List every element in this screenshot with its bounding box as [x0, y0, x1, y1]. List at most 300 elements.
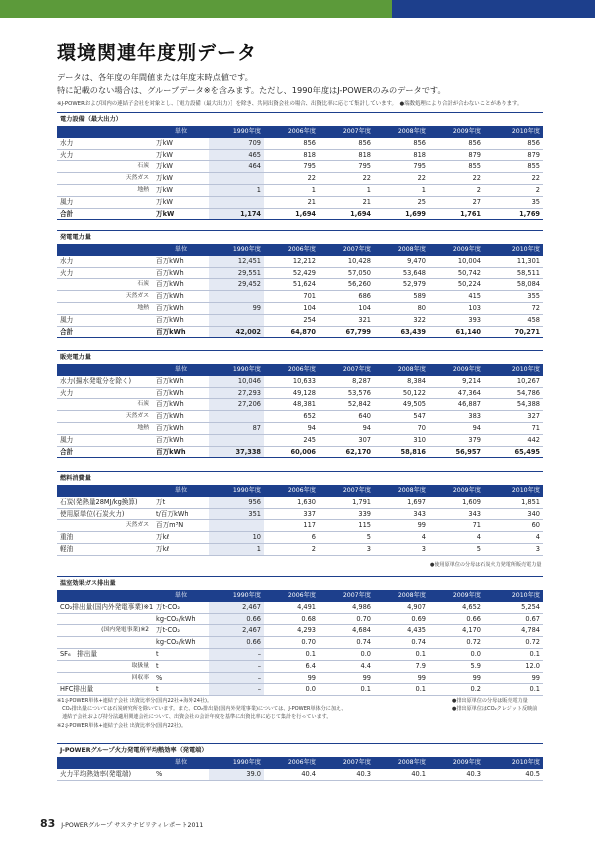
value-cell: 58,511: [484, 267, 543, 279]
table-row: [57, 520, 543, 532]
header-color-bar: [0, 0, 595, 18]
value-cell: 40.3: [319, 769, 374, 780]
value-cell: 0.0: [429, 648, 484, 660]
value-cell: 4,293: [264, 625, 319, 637]
value-cell: 94: [429, 422, 484, 434]
value-cell: 50,742: [429, 267, 484, 279]
value-cell: 0.2: [429, 684, 484, 696]
section-sales: [57, 350, 543, 458]
value-cell: 10: [209, 532, 264, 544]
row-unit: %: [153, 672, 209, 684]
table-row: [57, 279, 543, 291]
value-cell: 2,467: [209, 602, 264, 613]
value-cell: 29,452: [209, 279, 264, 291]
value-cell: 62,170: [319, 446, 374, 458]
value-cell: –: [209, 660, 264, 672]
value-cell: 27,206: [209, 399, 264, 411]
page-footer: [40, 817, 203, 830]
row-label: 使用原単位(石炭火力): [57, 508, 153, 520]
value-cell: 1,174: [209, 208, 264, 220]
value-cell: 0.74: [319, 637, 374, 649]
table-row: [57, 387, 543, 399]
table-row: [57, 543, 543, 555]
row-unit: 万kℓ: [153, 543, 209, 555]
value-cell: 4,652: [429, 602, 484, 613]
header-cell-unit: 単位: [153, 127, 209, 138]
value-cell: 0.1: [374, 684, 429, 696]
value-cell: 1,791: [319, 497, 374, 508]
value-cell: 795: [374, 161, 429, 173]
value-cell: 22: [264, 173, 319, 185]
value-cell: 72: [484, 302, 543, 314]
data-table: [57, 127, 543, 220]
value-cell: –: [209, 684, 264, 696]
value-cell: 5.9: [429, 660, 484, 672]
value-cell: [209, 520, 264, 532]
value-cell: 856: [319, 138, 374, 149]
table-row: [57, 161, 543, 173]
value-cell: 22: [319, 173, 374, 185]
row-label: 水力: [57, 138, 153, 149]
row-unit: 万t-CO₂: [153, 602, 209, 613]
header-cell-blank: [57, 127, 153, 138]
value-cell: 856: [484, 138, 543, 149]
value-cell: 40.5: [484, 769, 543, 780]
row-label: 石炭: [57, 399, 153, 411]
header-cell-year: 2007年度: [319, 365, 374, 376]
value-cell: 8,287: [319, 376, 374, 387]
table-row: [57, 376, 543, 387]
intro-text: [57, 71, 446, 96]
row-unit: 万t-CO₂: [153, 625, 209, 637]
value-cell: 94: [264, 422, 319, 434]
value-cell: 4: [484, 532, 543, 544]
value-cell: 1,609: [429, 497, 484, 508]
value-cell: 21: [264, 196, 319, 208]
section-title: 販売電力量: [57, 350, 543, 365]
value-cell: 1,761: [429, 208, 484, 220]
table-row: [57, 637, 543, 649]
row-unit: 百万kWh: [153, 267, 209, 279]
row-label: SF₆ 排出量: [57, 648, 153, 660]
value-cell: 1,697: [374, 497, 429, 508]
value-cell: 0.66: [429, 613, 484, 625]
value-cell: 7.9: [374, 660, 429, 672]
value-cell: 686: [319, 291, 374, 303]
header-cell-year: 2006年度: [264, 486, 319, 497]
table-header-row: [57, 591, 543, 602]
value-cell: 795: [319, 161, 374, 173]
value-cell: 0.74: [374, 637, 429, 649]
value-cell: 60,006: [264, 446, 319, 458]
row-unit: 百万kWh: [153, 422, 209, 434]
section-fuel: [57, 471, 543, 556]
value-cell: 12,451: [209, 256, 264, 267]
value-cell: 10,428: [319, 256, 374, 267]
table-row: [57, 326, 543, 338]
header-cell-year: 2010年度: [484, 365, 543, 376]
data-table: [57, 758, 543, 781]
value-cell: 52,979: [374, 279, 429, 291]
table-row: [57, 256, 543, 267]
row-label: 地熱: [57, 184, 153, 196]
value-cell: 80: [374, 302, 429, 314]
row-unit: t/百万kWh: [153, 508, 209, 520]
value-cell: 0.0: [264, 684, 319, 696]
value-cell: 64,870: [264, 326, 319, 338]
section-capacity: [57, 112, 543, 220]
value-cell: 339: [319, 508, 374, 520]
header-cell-year: 1990年度: [209, 365, 264, 376]
value-cell: 52,842: [319, 399, 374, 411]
value-cell: 2: [429, 184, 484, 196]
value-cell: 855: [484, 161, 543, 173]
header-cell-unit: 単位: [153, 486, 209, 497]
table-row: [57, 267, 543, 279]
row-label: 水力(揚水発電分を除く): [57, 376, 153, 387]
value-cell: 54,786: [484, 387, 543, 399]
value-cell: 383: [429, 411, 484, 423]
value-cell: 879: [484, 149, 543, 161]
value-cell: 9,214: [429, 376, 484, 387]
data-table: [57, 486, 543, 556]
row-unit: 百万kWh: [153, 399, 209, 411]
value-cell: 56,957: [429, 446, 484, 458]
table-row: [57, 613, 543, 625]
header-cell-year: 2006年度: [264, 591, 319, 602]
value-cell: 4: [374, 532, 429, 544]
value-cell: 701: [264, 291, 319, 303]
row-unit: 万kW: [153, 149, 209, 161]
row-unit: 万kW: [153, 196, 209, 208]
row-unit: 百万kWh: [153, 256, 209, 267]
value-cell: 35: [484, 196, 543, 208]
value-cell: 4,170: [429, 625, 484, 637]
row-label: [57, 613, 153, 625]
value-cell: 322: [374, 314, 429, 326]
data-table: [57, 365, 543, 458]
row-unit: 百万kWh: [153, 279, 209, 291]
row-unit: 百万kWh: [153, 326, 209, 338]
header-cell-year: 2010年度: [484, 127, 543, 138]
data-table: [57, 245, 543, 338]
value-cell: 99: [484, 672, 543, 684]
value-cell: 22: [484, 173, 543, 185]
header-cell-blank: [57, 758, 153, 769]
table-row: [57, 625, 543, 637]
section-generation: [57, 230, 543, 338]
value-cell: 117: [264, 520, 319, 532]
table-row: [57, 302, 543, 314]
ghg-side-note-2: ●排出原単位はCO₂クレジット反映前: [452, 706, 538, 713]
row-label: (国内発電事業)※2: [57, 625, 153, 637]
value-cell: 48,381: [264, 399, 319, 411]
header-cell-blank: [57, 245, 153, 256]
value-cell: 310: [374, 434, 429, 446]
row-label: 水力: [57, 256, 153, 267]
value-cell: 856: [264, 138, 319, 149]
row-unit: 百万kWh: [153, 376, 209, 387]
value-cell: 464: [209, 161, 264, 173]
value-cell: 70,271: [484, 326, 543, 338]
value-cell: 52,429: [264, 267, 319, 279]
section-title: 発電電力量: [57, 230, 543, 245]
value-cell: 3: [484, 543, 543, 555]
row-unit: %: [153, 769, 209, 780]
value-cell: 115: [319, 520, 374, 532]
table-row: [57, 532, 543, 544]
row-label: 火力: [57, 267, 153, 279]
value-cell: 54,388: [484, 399, 543, 411]
table-row: [57, 138, 543, 149]
table-row: [57, 196, 543, 208]
value-cell: 87: [209, 422, 264, 434]
value-cell: 415: [429, 291, 484, 303]
row-unit: 万t: [153, 497, 209, 508]
value-cell: 956: [209, 497, 264, 508]
value-cell: 40.1: [374, 769, 429, 780]
section-title: 電力設備（最大出力）: [57, 112, 543, 127]
header-cell-blank: [57, 486, 153, 497]
value-cell: 337: [264, 508, 319, 520]
value-cell: –: [209, 672, 264, 684]
header-cell-blank: [57, 591, 153, 602]
table-header-row: [57, 486, 543, 497]
value-cell: 0.1: [264, 648, 319, 660]
table-row: [57, 497, 543, 508]
value-cell: 818: [374, 149, 429, 161]
row-unit: t: [153, 684, 209, 696]
row-label: 火力: [57, 387, 153, 399]
value-cell: 99: [209, 302, 264, 314]
row-label: 火力平均熱効率(発電端): [57, 769, 153, 780]
row-unit: 万kW: [153, 138, 209, 149]
section-title: J-POWERグループ火力発電所平均熱効率（発電端）: [57, 743, 543, 758]
table-row: [57, 314, 543, 326]
value-cell: 2,467: [209, 625, 264, 637]
value-cell: 103: [429, 302, 484, 314]
value-cell: 4,435: [374, 625, 429, 637]
row-label: 風力: [57, 434, 153, 446]
value-cell: 40.3: [429, 769, 484, 780]
header-cell-year: 2008年度: [374, 486, 429, 497]
value-cell: 39.0: [209, 769, 264, 780]
header-cell-year: 2009年度: [429, 245, 484, 256]
value-cell: 3: [374, 543, 429, 555]
value-cell: [209, 173, 264, 185]
row-label: 風力: [57, 314, 153, 326]
value-cell: 99: [319, 672, 374, 684]
value-cell: 11,301: [484, 256, 543, 267]
value-cell: 0.72: [484, 637, 543, 649]
row-unit: 百万kWh: [153, 411, 209, 423]
value-cell: 22: [374, 173, 429, 185]
table-row: [57, 769, 543, 780]
value-cell: 0.66: [209, 613, 264, 625]
row-unit: 百万kWh: [153, 446, 209, 458]
header-cell-year: 2009年度: [429, 365, 484, 376]
value-cell: 1,694: [319, 208, 374, 220]
header-cell-year: 2006年度: [264, 758, 319, 769]
value-cell: 1,769: [484, 208, 543, 220]
row-unit: 百万kWh: [153, 434, 209, 446]
table-row: [57, 684, 543, 696]
value-cell: 855: [429, 161, 484, 173]
value-cell: 10,633: [264, 376, 319, 387]
header-cell-year: 2008年度: [374, 245, 429, 256]
table-row: [57, 291, 543, 303]
header-cell-year: 2009年度: [429, 127, 484, 138]
value-cell: 65,495: [484, 446, 543, 458]
value-cell: 343: [374, 508, 429, 520]
section-efficiency: [57, 743, 543, 781]
value-cell: 29,551: [209, 267, 264, 279]
data-table: [57, 591, 543, 696]
value-cell: [209, 314, 264, 326]
value-cell: 340: [484, 508, 543, 520]
value-cell: [209, 434, 264, 446]
value-cell: [209, 411, 264, 423]
value-cell: 22: [429, 173, 484, 185]
value-cell: 53,576: [319, 387, 374, 399]
row-unit: 万kW: [153, 184, 209, 196]
header-cell-year: 2006年度: [264, 245, 319, 256]
row-label: 重油: [57, 532, 153, 544]
value-cell: 0.1: [484, 684, 543, 696]
value-cell: 58,816: [374, 446, 429, 458]
row-label: 合計: [57, 208, 153, 220]
value-cell: 0.1: [374, 648, 429, 660]
value-cell: 343: [429, 508, 484, 520]
value-cell: 393: [429, 314, 484, 326]
intro-line-2: 特に記載のない場合は、グループデータ※を含みます。ただし、1990年度はJ-POWERのみのデータです。: [57, 84, 446, 95]
value-cell: 465: [209, 149, 264, 161]
row-label: 取扱量: [57, 660, 153, 672]
row-unit: 万kW: [153, 161, 209, 173]
page-number: 83: [40, 817, 56, 830]
value-cell: 547: [374, 411, 429, 423]
value-cell: 12.0: [484, 660, 543, 672]
row-unit: 万kℓ: [153, 532, 209, 544]
value-cell: 327: [484, 411, 543, 423]
value-cell: 37,338: [209, 446, 264, 458]
value-cell: 8,384: [374, 376, 429, 387]
value-cell: 99: [429, 672, 484, 684]
table-row: [57, 602, 543, 613]
row-label: [57, 637, 153, 649]
value-cell: 71: [429, 520, 484, 532]
value-cell: 47,364: [429, 387, 484, 399]
header-cell-unit: 単位: [153, 245, 209, 256]
value-cell: 50,122: [374, 387, 429, 399]
value-cell: 2: [264, 543, 319, 555]
header-cell-year: 2007年度: [319, 758, 374, 769]
header-cell-year: 2008年度: [374, 365, 429, 376]
row-unit: 百万kWh: [153, 302, 209, 314]
table-row: [57, 446, 543, 458]
value-cell: 57,050: [319, 267, 374, 279]
value-cell: 53,648: [374, 267, 429, 279]
value-cell: 652: [264, 411, 319, 423]
section-ghg: [57, 576, 543, 696]
value-cell: 49,128: [264, 387, 319, 399]
value-cell: 442: [484, 434, 543, 446]
value-cell: 99: [264, 672, 319, 684]
header-cell-year: 1990年度: [209, 591, 264, 602]
value-cell: 351: [209, 508, 264, 520]
value-cell: 709: [209, 138, 264, 149]
table-row: [57, 399, 543, 411]
value-cell: 99: [374, 672, 429, 684]
value-cell: 99: [374, 520, 429, 532]
row-unit: kg-CO₂/kWh: [153, 637, 209, 649]
value-cell: 6: [264, 532, 319, 544]
table-row: [57, 434, 543, 446]
value-cell: 1: [319, 184, 374, 196]
value-cell: 1,851: [484, 497, 543, 508]
header-bar-green: [0, 0, 392, 18]
value-cell: 4,986: [319, 602, 374, 613]
value-cell: 4,491: [264, 602, 319, 613]
section-title: 温室効果ガス排出量: [57, 576, 543, 591]
value-cell: 856: [429, 138, 484, 149]
value-cell: 0.68: [264, 613, 319, 625]
ghg-side-note-1: ●排出原単位の分母は販売電力量: [452, 698, 528, 704]
value-cell: 10,267: [484, 376, 543, 387]
value-cell: 0.1: [319, 684, 374, 696]
value-cell: 5,254: [484, 602, 543, 613]
value-cell: 2: [484, 184, 543, 196]
value-cell: [209, 291, 264, 303]
value-cell: 0.67: [484, 613, 543, 625]
value-cell: 51,624: [264, 279, 319, 291]
value-cell: 4.4: [319, 660, 374, 672]
table-header-row: [57, 365, 543, 376]
value-cell: 321: [319, 314, 374, 326]
header-cell-year: 2008年度: [374, 127, 429, 138]
value-cell: 9,470: [374, 256, 429, 267]
value-cell: 4,684: [319, 625, 374, 637]
value-cell: 46,887: [429, 399, 484, 411]
value-cell: 4: [429, 532, 484, 544]
header-cell-year: 2010年度: [484, 245, 543, 256]
header-cell-year: 2008年度: [374, 758, 429, 769]
value-cell: [209, 196, 264, 208]
value-cell: 3: [319, 543, 374, 555]
table-row: [57, 660, 543, 672]
ghg-note-2: CO₂排出量については石炭研究所を除いています。また、CO₂排出量(国内外発電事業)については、J-POWER単体分に加え、: [57, 706, 347, 713]
value-cell: 56,260: [319, 279, 374, 291]
row-label: CO₂排出量(国内外発電事業)※1: [57, 602, 153, 613]
table-row: [57, 173, 543, 185]
value-cell: 0.72: [429, 637, 484, 649]
row-label: 合計: [57, 326, 153, 338]
row-unit: 万kW: [153, 208, 209, 220]
header-cell-unit: 単位: [153, 365, 209, 376]
table-header-row: [57, 758, 543, 769]
value-cell: 67,799: [319, 326, 374, 338]
value-cell: 5: [319, 532, 374, 544]
fuel-note: ●使用原単位の分母は石炭火力発電所販売電力量: [430, 562, 542, 568]
value-cell: 12,212: [264, 256, 319, 267]
row-label: 天然ガス: [57, 520, 153, 532]
table-row: [57, 672, 543, 684]
value-cell: 1,694: [264, 208, 319, 220]
row-label: 天然ガス: [57, 173, 153, 185]
value-cell: 21: [319, 196, 374, 208]
table-row: [57, 411, 543, 423]
row-unit: 百万m³N: [153, 520, 209, 532]
